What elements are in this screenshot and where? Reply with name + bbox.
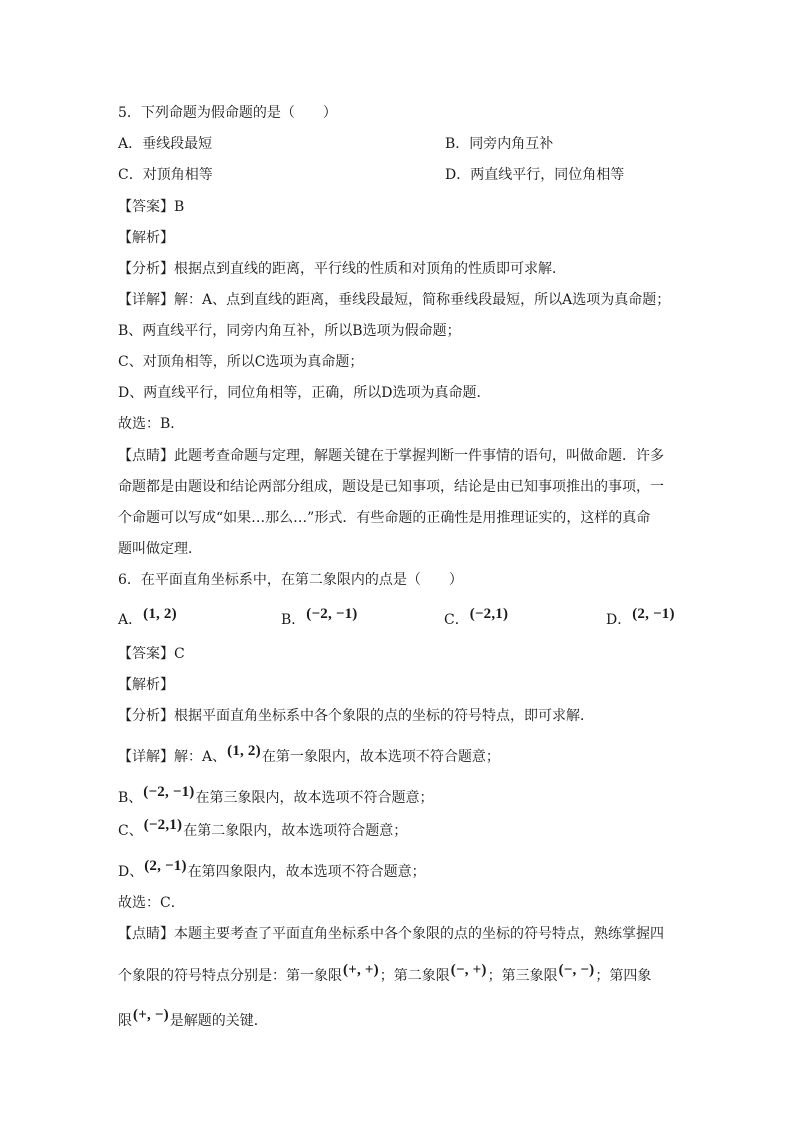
math-coordinate: (1, 2): [143, 606, 177, 622]
q6-answer: 【答案】C: [118, 646, 185, 662]
q6-comment-line-3: [118, 1007, 268, 1031]
math-sign-pair: (+, +): [343, 962, 379, 978]
math-coordinate: (1, 2): [227, 743, 261, 759]
option-label: C．: [444, 612, 469, 628]
math-coordinate: (2, −1): [632, 606, 675, 622]
detail-suffix: 在第一象限内，故本选项不符合题意；: [261, 749, 500, 765]
q5-answer: 【答案】B: [118, 199, 185, 215]
comment-text: 是解题的关键．: [169, 1013, 268, 1029]
detail-prefix: D、: [118, 864, 144, 880]
q5-comment-line-2: 命题都是由题设和结论两部分组成，题设是已知事项，结论是由已知事项推出的事项，一: [118, 479, 664, 495]
q5-option-a: [118, 134, 212, 154]
comment-text: 限: [118, 1013, 132, 1029]
q6-detail-line-1: [118, 743, 500, 767]
q5-analysis: 【分析】根据点到直线的距离，平行线的性质和对顶角的性质即可求解．: [118, 261, 566, 277]
q6-comment-line-1: 【点睛】本题主要考查了平面直角坐标系中各个象限的点的坐标的符号特点，熟练掌握四: [118, 926, 664, 942]
detail-suffix: 在第四象限内，故本选项不符合题意；: [187, 864, 426, 880]
q5-question: 5．下列命题为假命题的是（ ）: [118, 105, 337, 121]
detail-suffix: 在第三象限内，故本选项不符合题意；: [195, 790, 434, 806]
detail-prefix: B、: [118, 790, 143, 806]
option-label: B．: [445, 136, 470, 152]
q6-option-a: [118, 606, 178, 630]
option-text: 同旁内角互补: [469, 136, 554, 152]
q5-comment-line-1: 【点睛】此题考查命题与定理，解题关键在于掌握判断一件事情的语句，叫做命题．许多: [118, 448, 664, 464]
comment-text: ；第二象限: [379, 968, 450, 984]
math-sign-pair: (+, −): [133, 1007, 169, 1023]
q5-option-c: [118, 165, 213, 185]
option-text: 垂线段最短: [142, 136, 213, 152]
q5-detail-line-3: C、对顶角相等，所以C选项为真命题；: [118, 354, 364, 370]
math-coordinate: (−2, −1): [306, 606, 358, 622]
q6-comment-line-2: [118, 962, 652, 986]
q6-detail-line-4: [118, 858, 426, 882]
q5-analysis-header: 【解析】: [118, 230, 174, 246]
option-label: D．: [606, 612, 632, 628]
option-text: 两直线平行，同位角相等: [470, 167, 625, 183]
q6-option-b: [281, 606, 358, 630]
q5-option-b: [445, 134, 553, 154]
q6-analysis-header: 【解析】: [118, 677, 174, 693]
math-coordinate: (−2,1): [143, 817, 183, 833]
q6-option-c: [444, 606, 509, 630]
q5-detail-line-1: 【详解】解：A、点到直线的距离，垂线段最短，简称垂线段最短，所以A选项为真命题；: [118, 292, 671, 308]
comment-text: ；第三象限: [487, 968, 558, 984]
q6-detail-line-2: [118, 784, 434, 808]
q5-comment-line-4: 题叫做定理．: [118, 541, 202, 557]
q5-detail-line-2: B、两直线平行，同旁内角互补，所以B选项为假命题；: [118, 323, 461, 339]
q6-option-d: [606, 606, 676, 630]
math-coordinate: (2, −1): [144, 858, 187, 874]
detail-suffix: 在第二象限内，故本选项符合题意；: [183, 823, 408, 839]
option-label: A．: [118, 136, 143, 152]
q5-comment-line-3: 个命题可以写成“如果…那么…”形式．有些命题的正确性是用推理证实的，这样的真命: [118, 510, 651, 526]
q5-option-d: [445, 165, 624, 185]
math-sign-pair: (−, +): [450, 962, 487, 978]
option-label: B．: [281, 612, 306, 628]
math-coordinate: (−2, −1): [143, 784, 195, 800]
q6-question: 6．在平面直角坐标系中，在第二象限内的点是（ ）: [118, 572, 463, 588]
option-label: D．: [445, 167, 471, 183]
q6-conclusion: 故选：C．: [118, 895, 185, 911]
detail-prefix: C、: [118, 823, 143, 839]
option-label: C．: [118, 167, 143, 183]
q5-detail-line-4: D、两直线平行，同位角相等，正确，所以D选项为真命题．: [118, 385, 491, 401]
detail-prefix: 【详解】解：A、: [118, 749, 227, 765]
comment-text: 个象限的符号特点分别是：第一象限: [118, 968, 342, 984]
comment-text: ；第四象: [595, 968, 652, 984]
q6-detail-line-3: [118, 817, 408, 841]
math-sign-pair: (−, −): [558, 962, 595, 978]
q5-conclusion: 故选：B．: [118, 416, 185, 432]
math-coordinate: (−2,1): [469, 606, 509, 622]
option-label: A．: [118, 612, 143, 628]
option-text: 对顶角相等: [142, 167, 213, 183]
q6-analysis: 【分析】根据平面直角坐标系中各个象限的点的坐标的符号特点，即可求解．: [118, 708, 594, 724]
